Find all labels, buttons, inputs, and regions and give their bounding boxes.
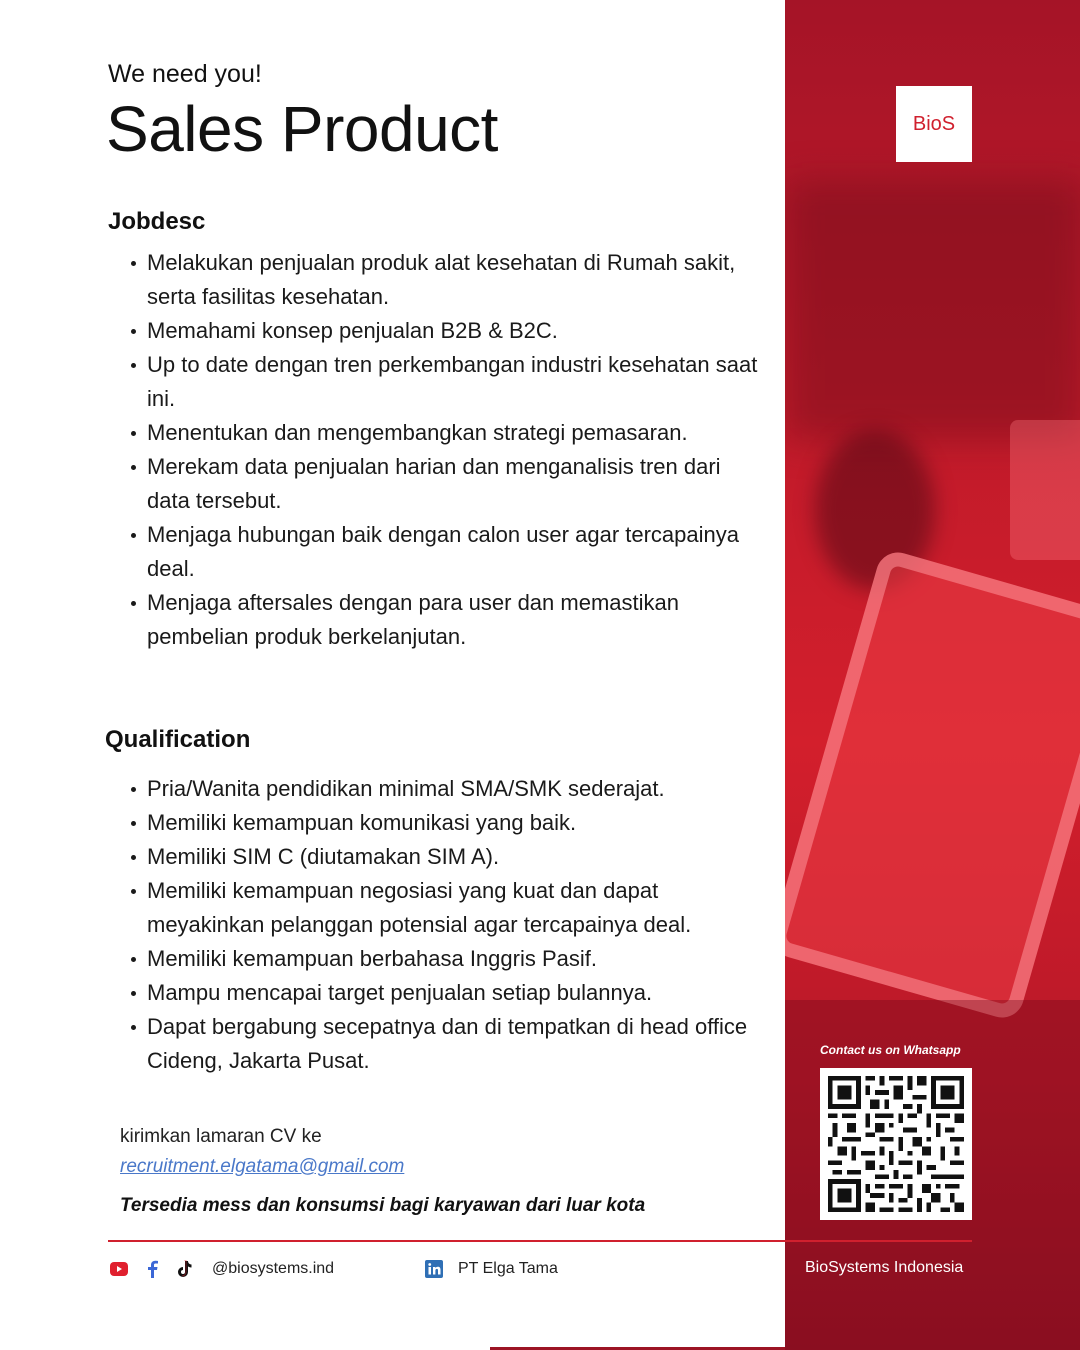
page-kicker: We need you! <box>108 60 262 88</box>
brand-logo <box>896 86 972 162</box>
list-item: Menjaga hubungan baik dengan calon user agar tercapainya deal. <box>147 518 767 586</box>
contact-label: Contact us on Whatsapp <box>820 1043 961 1057</box>
photo-tablet-shape <box>785 547 1080 1022</box>
qualification-list <box>147 772 767 1078</box>
list-item: Menentukan dan mengembangkan strategi pemasaran. <box>147 416 767 450</box>
photo-background-shape <box>785 180 1080 440</box>
list-item: Memiliki kemampuan negosiasi yang kuat dan dapat meyakinkan pelanggan potensial agar tercapainya deal. <box>147 874 767 942</box>
list-item: Up to date dengan tren perkembangan industri kesehatan saat ini. <box>147 348 767 416</box>
tiktok-icon[interactable] <box>175 1260 193 1278</box>
list-item: Memahami konsep penjualan B2B & B2C. <box>147 314 767 348</box>
list-item: Menjaga aftersales dengan para user dan memastikan pembelian produk berkelanjutan. <box>147 586 767 654</box>
youtube-icon[interactable] <box>110 1260 128 1278</box>
accommodation-note: Tersedia mess dan konsumsi bagi karyawan dari luar kota <box>120 1195 646 1216</box>
company-name[interactable]: PT Elga Tama <box>458 1260 558 1277</box>
brand-footer-name: BioSystems Indonesia <box>805 1259 964 1276</box>
jobdesc-heading: Jobdesc <box>108 208 206 235</box>
list-item: Melakukan penjualan produk alat kesehatan di Rumah sakit, serta fasilitas kesehatan. <box>147 246 767 314</box>
apply-email-link[interactable]: recruitment.elgatama@gmail.com <box>120 1156 405 1177</box>
qualification-heading: Qualification <box>105 726 251 753</box>
linkedin-icon[interactable] <box>425 1260 443 1278</box>
jobdesc-list <box>147 246 767 654</box>
photo-laptop-shape <box>1010 420 1080 560</box>
list-item: Merekam data penjualan harian dan menganalisis tren dari data tersebut. <box>147 450 767 518</box>
list-item: Memiliki kemampuan berbahasa Inggris Pasif. <box>147 942 767 976</box>
footer-divider <box>108 1240 972 1242</box>
list-item: Dapat bergabung secepatnya dan di tempatkan di head office Cideng, Jakarta Pusat. <box>147 1010 767 1078</box>
social-handle[interactable]: @biosystems.ind <box>212 1260 335 1277</box>
brand-logo-text: BioS <box>912 112 956 135</box>
list-item: Pria/Wanita pendidikan minimal SMA/SMK sederajat. <box>147 772 767 806</box>
facebook-icon[interactable] <box>143 1260 161 1278</box>
apply-instruction: kirimkan lamaran CV ke <box>120 1126 322 1147</box>
list-item: Memiliki SIM C (diutamakan SIM A). <box>147 840 767 874</box>
list-item: Memiliki kemampuan komunikasi yang baik. <box>147 806 767 840</box>
qr-code-graphic <box>828 1076 964 1212</box>
list-item: Mampu mencapai target penjualan setiap bulannya. <box>147 976 767 1010</box>
page-title: Sales Product <box>106 93 498 165</box>
qr-code-icon[interactable] <box>820 1068 972 1220</box>
